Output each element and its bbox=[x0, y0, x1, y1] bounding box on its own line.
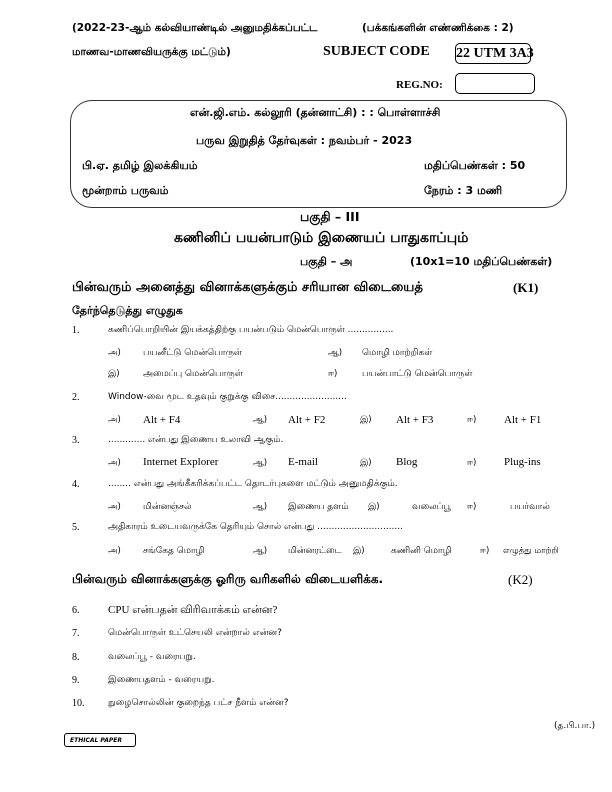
option-label: ஈ) bbox=[480, 546, 490, 556]
option-label: ஈ) bbox=[467, 502, 477, 512]
option-text: கணினி மொழி bbox=[391, 546, 452, 556]
part-heading: பகுதி – III bbox=[300, 209, 360, 224]
option-label: இ) bbox=[360, 415, 372, 425]
course-name: பி.ஏ. தமிழ் இலக்கியம் bbox=[82, 159, 198, 172]
option-text: Alt + F3 bbox=[396, 414, 434, 426]
instruction-mcq-line2: தேர்ந்தெடுத்து எழுதுக bbox=[72, 304, 183, 317]
option-text: Alt + F4 bbox=[143, 414, 181, 426]
question-number: 3. bbox=[72, 435, 80, 446]
reg-no-field[interactable] bbox=[455, 73, 535, 94]
question-text: Window-வை மூட உதவும் குறுக்கு விசை......................... bbox=[108, 392, 347, 402]
option-label: ஈ) bbox=[467, 458, 477, 468]
page-count: (பக்கங்களின் எண்ணிக்கை : 2) bbox=[362, 22, 514, 34]
question-text: இணையதளம் - வரையறு. bbox=[108, 675, 215, 685]
option-label: அ) bbox=[108, 458, 121, 468]
option-label: ஆ) bbox=[253, 502, 268, 512]
please-turn-over: (த.பி.பா.) bbox=[554, 721, 596, 731]
question-number: 7. bbox=[72, 628, 80, 639]
option-label: ஈ) bbox=[328, 369, 338, 379]
option-label: இ) bbox=[108, 369, 120, 379]
option-label: இ) bbox=[360, 458, 372, 468]
header-note-line1: (2022-23-ஆம் கல்வியாண்டில் அனுமதிக்கப்பட்ட bbox=[72, 22, 318, 34]
question-number: 10. bbox=[72, 698, 85, 709]
sub-part-marks: (10x1=10 மதிப்பெண்கள்) bbox=[410, 255, 553, 268]
option-text: E-mail bbox=[288, 456, 318, 468]
option-text: Blog bbox=[396, 456, 418, 468]
option-label: ஈ) bbox=[467, 415, 477, 425]
option-text: Internet Explorer bbox=[143, 456, 219, 468]
question-text bbox=[108, 604, 277, 618]
question-text-part: CPU என்பதன் விரிவாக்கம் என்ன? bbox=[108, 604, 278, 616]
option-text: பயர்வால் bbox=[510, 502, 550, 512]
question-number: 2. bbox=[72, 392, 80, 403]
question-text: அதிகாரம் உடையவருக்கே தெரியும் சொல் என்பது .............................. bbox=[108, 522, 403, 532]
question-number: 5. bbox=[72, 522, 80, 533]
option-label: ஆ) bbox=[253, 415, 268, 425]
option-text: மின்னரட்டை bbox=[288, 546, 342, 556]
option-text: Plug-ins bbox=[504, 456, 541, 468]
max-marks: மதிப்பெண்கள் : 50 bbox=[424, 159, 526, 172]
sub-part-heading: பகுதி – அ bbox=[300, 255, 353, 268]
header-note-line2: மாணவ-மாணவியருக்கு மட்டும்) bbox=[72, 46, 231, 58]
option-label: ஆ) bbox=[328, 348, 343, 358]
semester: மூன்றாம் பருவம் bbox=[82, 184, 169, 197]
question-text: ............. என்பது இணைய உலாவி ஆகும். bbox=[108, 435, 284, 445]
question-text: வலைப்பூ - வரையறு. bbox=[108, 652, 196, 662]
option-label: அ) bbox=[108, 546, 121, 556]
instruction-short-answer: பின்வரும் வினாக்களுக்கு ஓரிரு வரிகளில் விடையளிக்க. bbox=[72, 572, 384, 586]
question-number: 4. bbox=[72, 479, 80, 490]
option-text: பயன்பாட்டு மென்பொருள் bbox=[362, 369, 473, 379]
option-text: சங்கேத மொழி bbox=[143, 546, 205, 556]
option-label: இ) bbox=[368, 502, 380, 512]
option-label: அ) bbox=[108, 348, 121, 358]
instruction-mcq: பின்வரும் அனைத்து வினாக்களுக்கும் சரியான விடையைத் bbox=[72, 280, 423, 295]
option-text: Alt + F1 bbox=[504, 414, 542, 426]
option-label: ஆ) bbox=[253, 546, 268, 556]
question-text: மென்பொருள் உட்செயலி என்றால் என்ன? bbox=[108, 628, 282, 638]
paper-title: கணினிப் பயன்பாடும் இணையப் பாதுகாப்பும் bbox=[174, 230, 469, 246]
option-text: மொழி மாற்றிகள் bbox=[362, 348, 433, 358]
question-text: ........ என்பது அங்கீகரிக்கப்பட்ட தொடர்புகளை மட்டும் அனுமதிக்கும். bbox=[108, 479, 398, 489]
subject-code-box: 22 UTM 3A3 bbox=[455, 43, 531, 64]
ethical-paper-stamp: ETHICAL PAPER bbox=[64, 733, 136, 747]
option-text: வலைப்பூ bbox=[412, 502, 451, 512]
option-text: மின்னஞ்சல் bbox=[143, 502, 192, 512]
option-label: ஆ) bbox=[253, 458, 268, 468]
duration: நேரம் : 3 மணி bbox=[424, 184, 503, 197]
question-number: 8. bbox=[72, 652, 80, 663]
option-text: எழுத்து மாற்றி bbox=[503, 546, 559, 556]
question-number: 9. bbox=[72, 675, 80, 686]
option-text: இணைய தளம் bbox=[288, 502, 349, 512]
question-text: கணிப்பொறியின் இயக்கத்திற்கு பயன்படும் மென்பொருள் ................ bbox=[108, 325, 394, 335]
college-name: என்.ஜி.எம். கல்லூரி (தன்னாட்சி) : : பொள்ளாச்சி bbox=[190, 106, 441, 119]
subject-code-label: SUBJECT CODE bbox=[323, 44, 430, 59]
exam-session: பருவ இறுதித் தேர்வுகள் : நவம்பர் - 2023 bbox=[196, 134, 413, 147]
option-label: இ) bbox=[353, 546, 365, 556]
option-text: பயனீட்டு மென்பொருள் bbox=[143, 348, 243, 358]
question-number: 1. bbox=[72, 325, 80, 336]
option-text: அமைப்பு மென்பொருள் bbox=[143, 369, 243, 379]
option-label: அ) bbox=[108, 502, 121, 512]
instruction-short-answer-level: (K2) bbox=[508, 572, 533, 587]
instruction-mcq-level: (K1) bbox=[513, 280, 539, 295]
option-label: அ) bbox=[108, 415, 121, 425]
reg-no-label: REG.NO: bbox=[396, 79, 443, 91]
option-text: Alt + F2 bbox=[288, 414, 326, 426]
question-text: நுழைசொல்லின் குறைந்த பட்ச நீளம் என்ன? bbox=[108, 698, 289, 708]
question-number: 6. bbox=[72, 605, 80, 616]
